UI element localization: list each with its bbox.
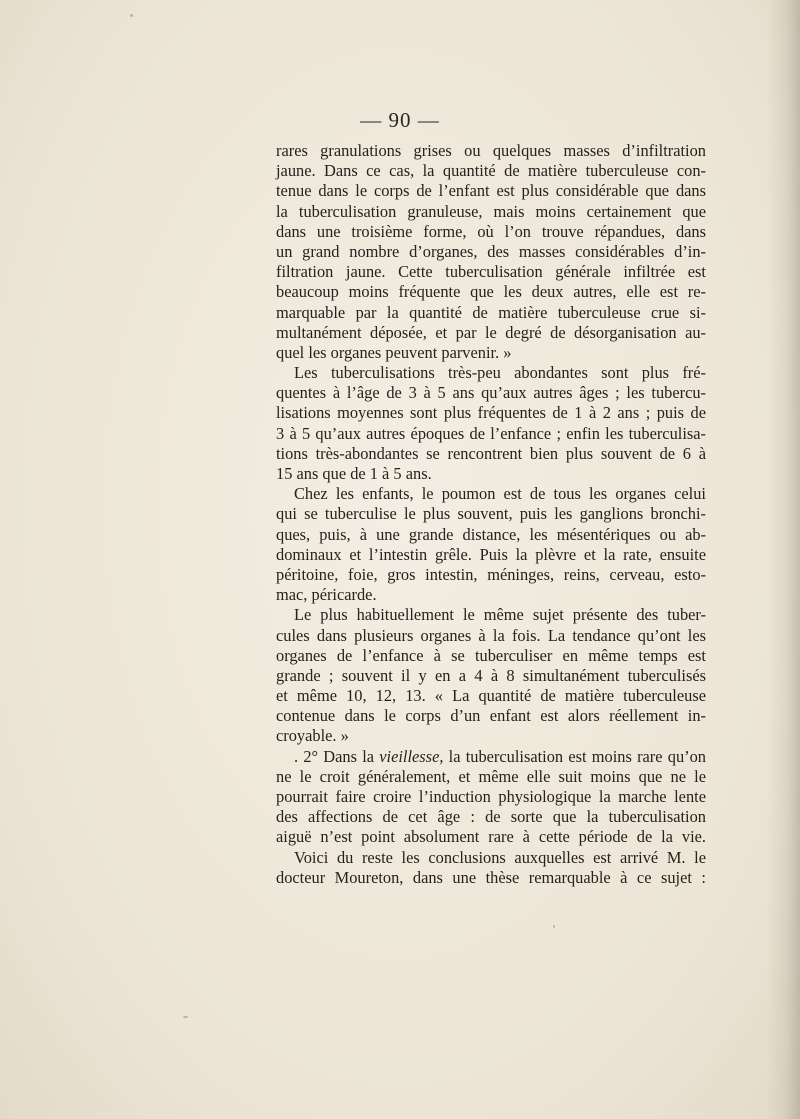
text-line: Voici du reste les conclusions auxquelles est arrivé M. le xyxy=(294,847,706,867)
text-line: pourrait faire croire l’induction physiologique la marche lente xyxy=(276,787,706,806)
text-line: 15 ans que de 1 à 5 ans. xyxy=(276,464,432,483)
text-line: Les tuberculisations très-peu abondantes sont plus fré- xyxy=(294,363,706,383)
text-line: tenue dans le corps de l’enfant est plus considérable que dans xyxy=(276,181,706,201)
text-line: organes de l’enfance à se tuberculiser en même temps est xyxy=(276,645,706,665)
text-line: multanément déposée, et par le degré de désorganisation au- xyxy=(276,322,706,342)
text-line: et même 10, 12, 13. « La quantité de matière tuberculeuse xyxy=(276,686,706,706)
italic-term: vieillesse, xyxy=(379,746,444,766)
text-line xyxy=(276,747,706,767)
text-line: rares granulations grises ou quelques masses d’infiltration xyxy=(276,141,706,160)
text-line: quel les organes peuvent parvenir. » xyxy=(276,342,512,362)
text-line: contenue dans le corps d’un enfant est alors réellement in- xyxy=(276,706,706,726)
paper-speck xyxy=(553,925,555,928)
paper-speck xyxy=(183,1016,188,1018)
page-edge-shadow xyxy=(766,0,800,1119)
text-line: docteur Moureton, dans une thèse remarquable à ce sujet : xyxy=(276,867,706,887)
text-line: dominaux et l’intestin grêle. Puis la plèvre et la rate, ensuite xyxy=(276,544,706,564)
text-line: jaune. Dans ce cas, la quantité de matière tuberculeuse con- xyxy=(276,161,706,181)
text-line: cules dans plusieurs organes à la fois. La tendance qu’ont les xyxy=(276,625,706,645)
page-number: — 90 — xyxy=(360,108,440,132)
text-line: mac, péricarde. xyxy=(276,585,377,605)
text-line: qui se tuberculise le plus souvent, puis les ganglions bronchi- xyxy=(276,504,706,524)
text-line: Le plus habituellement le même sujet présente des tuber- xyxy=(294,605,706,625)
text-line: la tuberculisation granuleuse, mais moins certainement que xyxy=(276,201,706,221)
text-line: péritoine, foie, gros intestin, méninges, reins, cerveau, esto- xyxy=(276,564,706,584)
text-line: dans une troisième forme, où l’on trouve répandues, dans xyxy=(276,221,706,241)
text-line: filtration jaune. Cette tuberculisation générale infiltrée est xyxy=(276,262,706,282)
text-line: croyable. » xyxy=(276,726,349,746)
body-text xyxy=(276,141,706,888)
text-line: ne le croit généralement, et même elle suit moins que ne le xyxy=(276,766,706,786)
paper-speck xyxy=(130,14,133,17)
text-line: quentes à l’âge de 3 à 5 ans qu’aux autres âges ; les tubercu- xyxy=(276,383,706,403)
text-line: un grand nombre d’organes, des masses considérables d’in- xyxy=(276,241,706,261)
text-line: marquable par la quantité de matière tuberculeuse crue si- xyxy=(276,302,706,322)
text-line: tions très-abondantes se rencontrent bien plus souvent de 6 à xyxy=(276,443,706,463)
text-line: ques, puis, à une grande distance, les mésentériques ou ab- xyxy=(276,524,706,544)
text-fragment: . 2° Dans la xyxy=(294,746,380,766)
text-line: des affections de cet âge : de sorte que la tuberculisation xyxy=(276,807,706,827)
text-line: Chez les enfants, le poumon est de tous les organes celui xyxy=(294,484,706,504)
text-fragment: la tuberculisation est moins rare qu’on xyxy=(443,746,706,766)
text-line: aiguë n’est point absolument rare à cette période de la vie. xyxy=(276,827,706,847)
text-line: beaucoup moins fréquente que les deux autres, elle est re- xyxy=(276,282,706,302)
text-line: 3 à 5 qu’aux autres époques de l’enfance ; enfin les tuberculisa- xyxy=(276,423,706,443)
text-line: lisations moyennes sont plus fréquentes de 1 à 2 ans ; puis de xyxy=(276,403,706,423)
text-line: grande ; souvent il y en a 4 à 8 simultanément tuberculisés xyxy=(276,665,706,685)
